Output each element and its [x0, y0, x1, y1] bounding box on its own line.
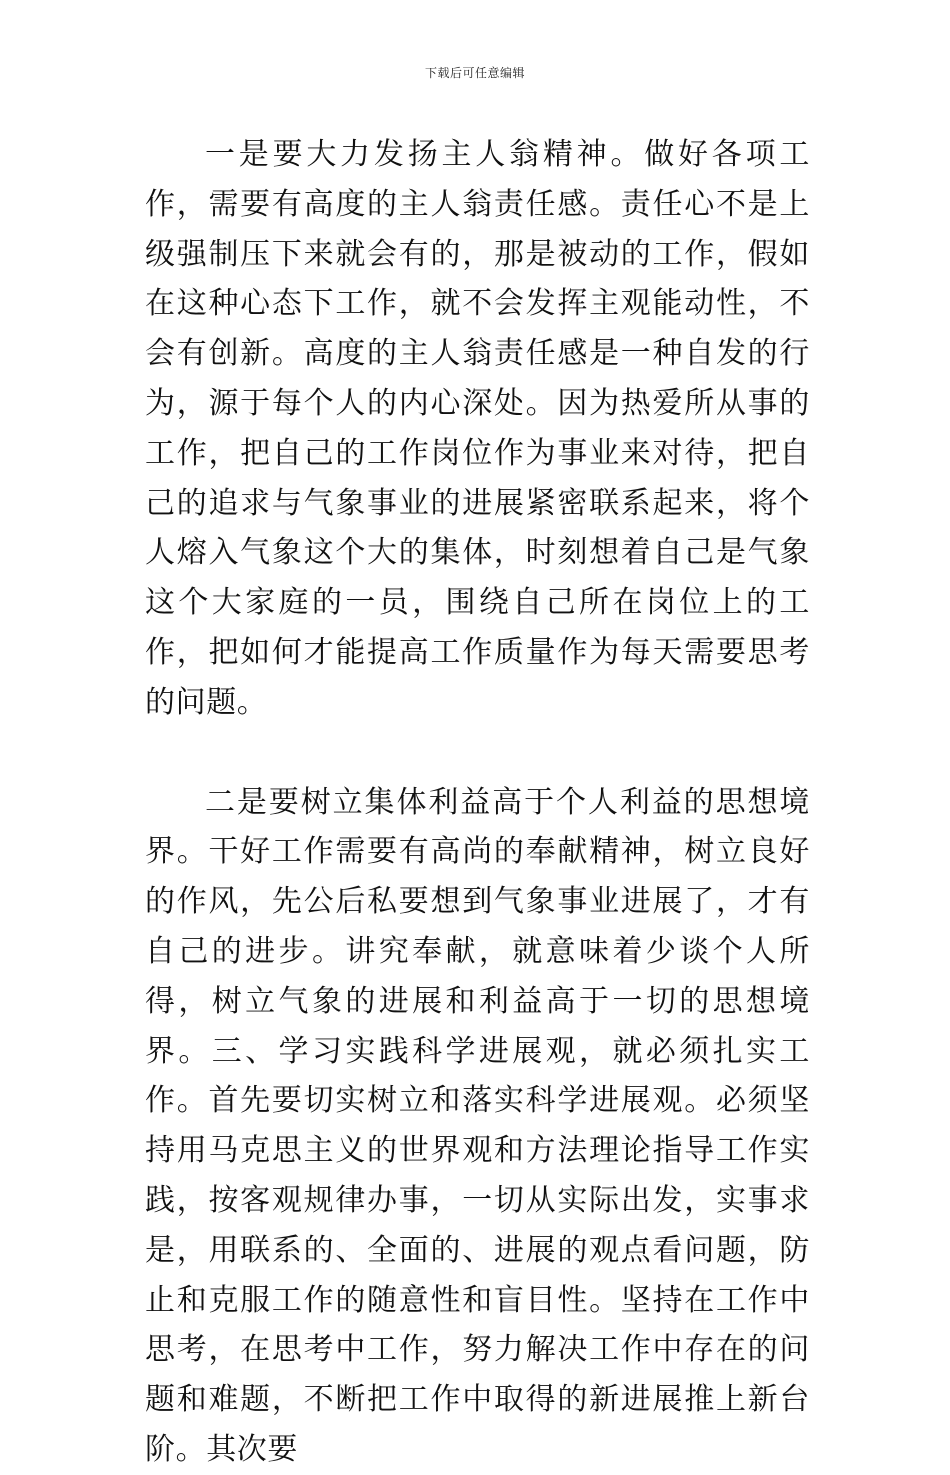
- paragraph-2: 二是要树立集体利益高于个人利益的思想境界。干好工作需要有高尚的奉献精神，树立良好的作风，先公后私要想到气象事业进展了，才有自己的进步。讲究奉献，就意味着少谈个人所得，树立气象的进展和利益高于一切的思想境界。三、学习实践科学进展观，就必须扎实工作。首先要切实树立和落实科学进展观。必须坚持用马克思主义的世界观和方法理论指导工作实践，按客观规律办事，一切从实际出发，实事求是，用联系的、全面的、进展的观点看问题，防止和克服工作的随意性和盲目性。坚持在工作中思考，在思考中工作，努力解决工作中存在的问题和难题，不断把工作中取得的新进展推上新台阶。其次要: [145, 784, 810, 1467]
- paragraph-1: 一是要大力发扬主人翁精神。做好各项工作，需要有高度的主人翁责任感。责任心不是上级强制压下来就会有的，那是被动的工作，假如在这种心态下工作，就不会发挥主观能动性，不会有创新。高度的主人翁责任感是一种自发的行为，源于每个人的内心深处。因为热爱所从事的工作，把自己的工作岗位作为事业来对待，把自己的追求与气象事业的进展紧密联系起来，将个人熔入气象这个大的集体，时刻想着自己是气象这个大家庭的一员，围绕自己所在岗位上的工作，把如何才能提高工作质量作为每天需要思考的问题。: [145, 137, 810, 720]
- page-header-note: 下载后可任意编辑: [424, 66, 525, 80]
- document-body: [145, 130, 810, 1475]
